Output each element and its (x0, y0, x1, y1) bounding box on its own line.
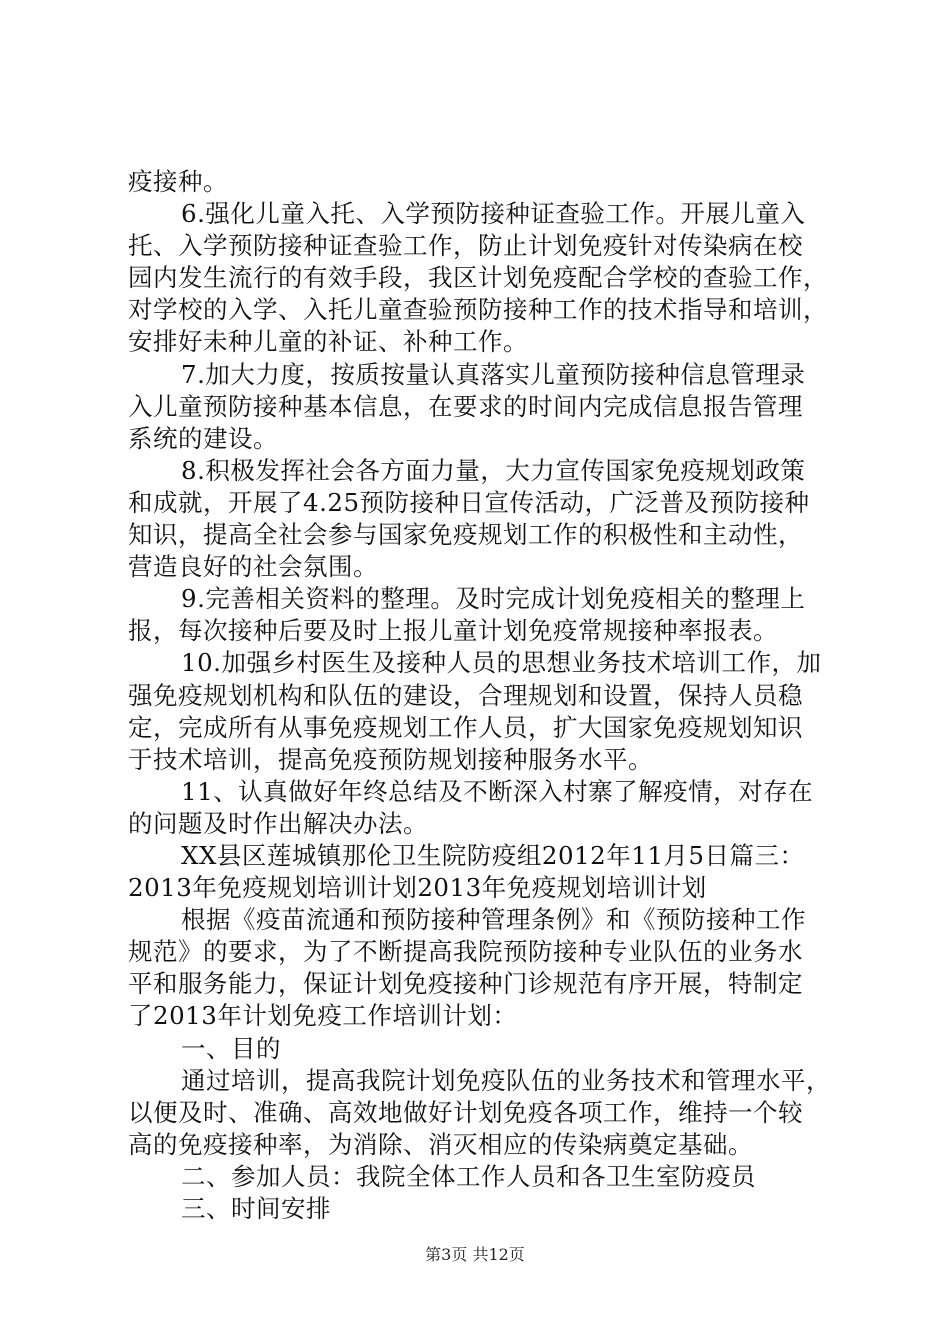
text-line: 报，每次接种后要及时上报儿童计划免疫常规接种率报表。 (128, 616, 778, 646)
text-line: 于技术培训，提高免疫预防规划接种服务水平。 (128, 744, 653, 774)
text-line: 以便及时、准确、高效地做好计划免疫各项工作，维持一个较 (128, 1097, 803, 1127)
text-line: 知识，提高全社会参与国家免疫规划工作的积极性和主动性， (128, 520, 803, 550)
text-line: 8.积极发挥社会各方面力量，大力宣传国家免疫规划政策 (181, 455, 806, 485)
text-line: 规范》的要求，为了不断提高我院预防接种专业队伍的业务水 (128, 937, 803, 967)
text-line: 高的免疫接种率，为消除、消灭相应的传染病奠定基础。 (128, 1129, 753, 1159)
text-line: 的问题及时作出解决办法。 (128, 808, 428, 838)
text-line: 6.强化儿童入托、入学预防接种证查验工作。开展儿童入 (181, 199, 806, 229)
text-line: 三、时间安排 (181, 1194, 331, 1223)
text-line: 系统的建设。 (128, 423, 278, 453)
text-line: 和成就，开展了4.25预防接种日宣传活动，广泛普及预防接种 (128, 487, 810, 517)
text-line: 9.完善相关资料的整理。及时完成计划免疫相关的整理上 (181, 584, 806, 614)
text-line: 疫接种。 (128, 167, 228, 196)
document-body (128, 166, 850, 1225)
text-line: 二、参加人员：我院全体工作人员和各卫生室防疫员 (181, 1161, 756, 1191)
text-line: 定，完成所有从事免疫规划工作人员，扩大国家免疫规划知识 (128, 712, 803, 742)
text-line: 了2013年计划免疫工作培训计划： (128, 1001, 518, 1031)
text-line: 2013年免疫规划培训计划2013年免疫规划培训计划 (128, 873, 707, 903)
text-line: 托、入学预防接种证查验工作，防止计划免疫针对传染病在校 (128, 231, 803, 261)
text-line: 强免疫规划机构和队伍的建设，合理规划和设置，保持人员稳 (128, 680, 803, 710)
text-line: 园内发生流行的有效手段，我区计划免疫配合学校的查验工作， (128, 263, 828, 293)
text-line: 一、目的 (181, 1033, 281, 1063)
text-line: 10.加强乡村医生及接种人员的思想业务技术培训工作，加 (181, 648, 822, 678)
text-line: XX县区莲城镇那伦卫生院防疫组2012年11月5日篇三： (181, 840, 805, 870)
text-line: 安排好未种儿童的补证、补种工作。 (128, 327, 528, 357)
text-line: 对学校的入学、入托儿童查验预防接种工作的技术指导和培训， (128, 295, 828, 325)
text-line: 11、认真做好年终总结及不断深入村寨了解疫情，对存在 (181, 776, 814, 806)
text-line: 入儿童预防接种基本信息，在要求的时间内完成信息报告管理 (128, 391, 803, 421)
text-line: 通过培训，提高我院计划免疫队伍的业务技术和管理水平， (181, 1065, 831, 1095)
text-line: 营造良好的社会氛围。 (128, 552, 378, 582)
text-line: 平和服务能力，保证计划免疫接种门诊规范有序开展，特制定 (128, 969, 803, 999)
page-footer: 第3页 共12页 (425, 1245, 525, 1264)
text-line: 根据《疫苗流通和预防接种管理条例》和《预防接种工作 (181, 905, 806, 935)
text-line: 7.加大力度，按质按量认真落实儿童预防接种信息管理录 (181, 359, 806, 389)
